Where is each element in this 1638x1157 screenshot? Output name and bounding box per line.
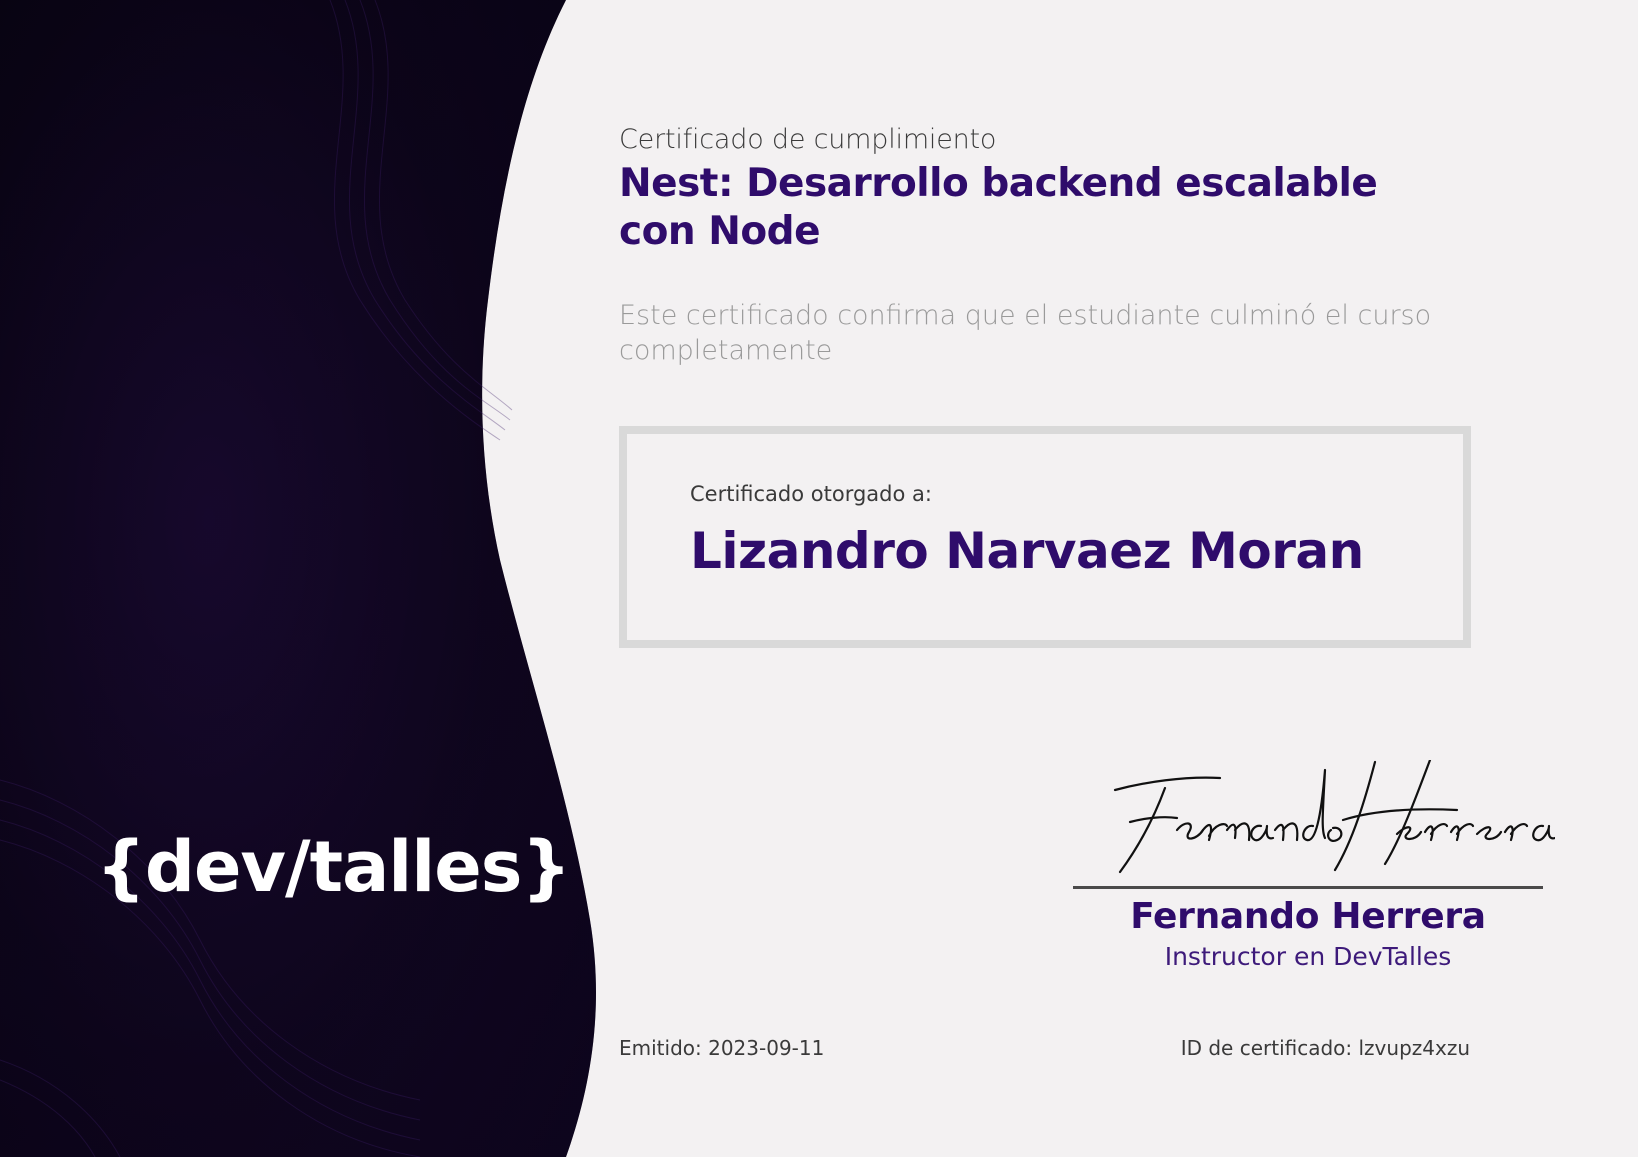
certificate-description: Este certificado confirma que el estudiante culminó el curso completamente: [619, 300, 1432, 366]
recipient-name: Lizandro Narvaez Moran: [690, 522, 1364, 580]
instructor-name: Fernando Herrera: [1130, 896, 1486, 937]
certificate-subtitle: Certificado de cumplimiento: [619, 124, 997, 155]
instructor-role: Instructor en DevTalles: [1164, 942, 1452, 971]
signature-line: [1073, 886, 1543, 889]
handwritten-signature: [1085, 760, 1555, 880]
issued-date: Emitido: 2023-09-11: [619, 1036, 825, 1060]
recipient-label: Certificado otorgado a:: [690, 482, 932, 506]
course-title: Nest: Desarrollo backend escalable con Node: [619, 161, 1378, 254]
recipient-box: [619, 426, 1471, 648]
certificate-id: ID de certificado: lzvupz4xzu: [1180, 1036, 1470, 1060]
devtalles-logo: {dev/talles}: [96, 826, 571, 908]
